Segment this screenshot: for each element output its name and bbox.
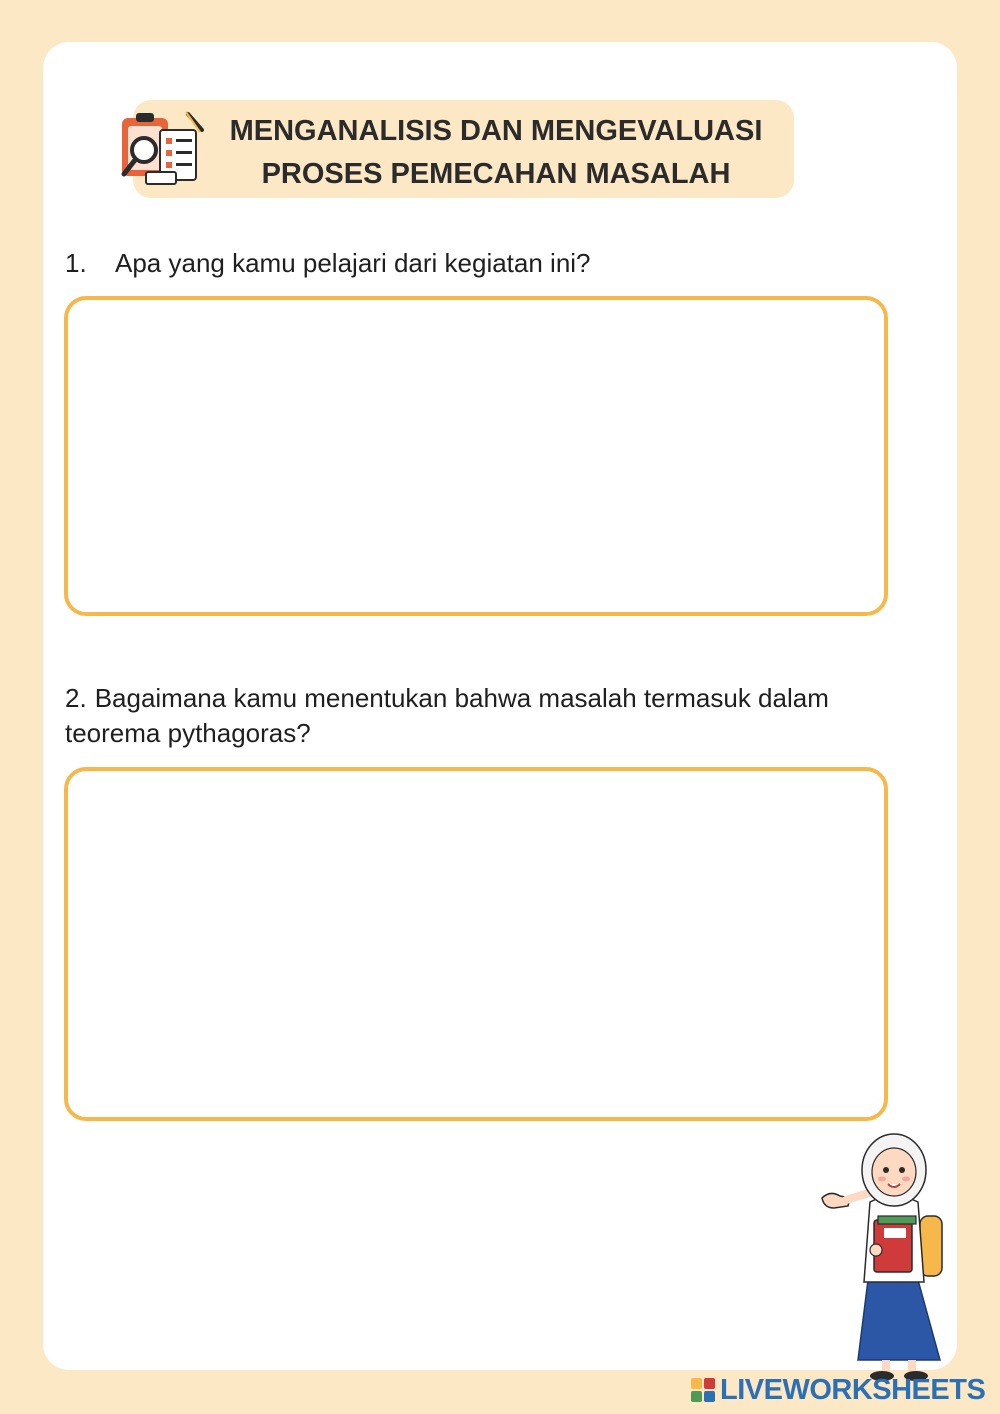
question-number: 1. [65, 248, 87, 278]
clipboard-magnifier-icon [116, 104, 208, 192]
title-line-2: PROSES PEMECAHAN MASALAH [261, 158, 731, 190]
liveworksheets-logo-icon [690, 1377, 716, 1403]
question-number: 2. [65, 683, 87, 713]
student-mascot-illustration [816, 1132, 952, 1382]
answer-box-1[interactable] [64, 296, 888, 616]
question-text: Bagaimana kamu menentukan bahwa masalah termasuk dalam teorema pythagoras? [65, 683, 829, 748]
question-2 [65, 681, 905, 751]
question-text: Apa yang kamu pelajari dari kegiatan ini? [115, 248, 591, 278]
brand-name: LIVEWORKSHEETS [720, 1373, 986, 1406]
question-1 [65, 246, 591, 281]
answer-box-2[interactable] [64, 767, 888, 1121]
page-title [206, 110, 786, 196]
liveworksheets-brand [690, 1372, 985, 1408]
title-line-1: MENGANALISIS DAN MENGEVALUASI [229, 115, 763, 147]
